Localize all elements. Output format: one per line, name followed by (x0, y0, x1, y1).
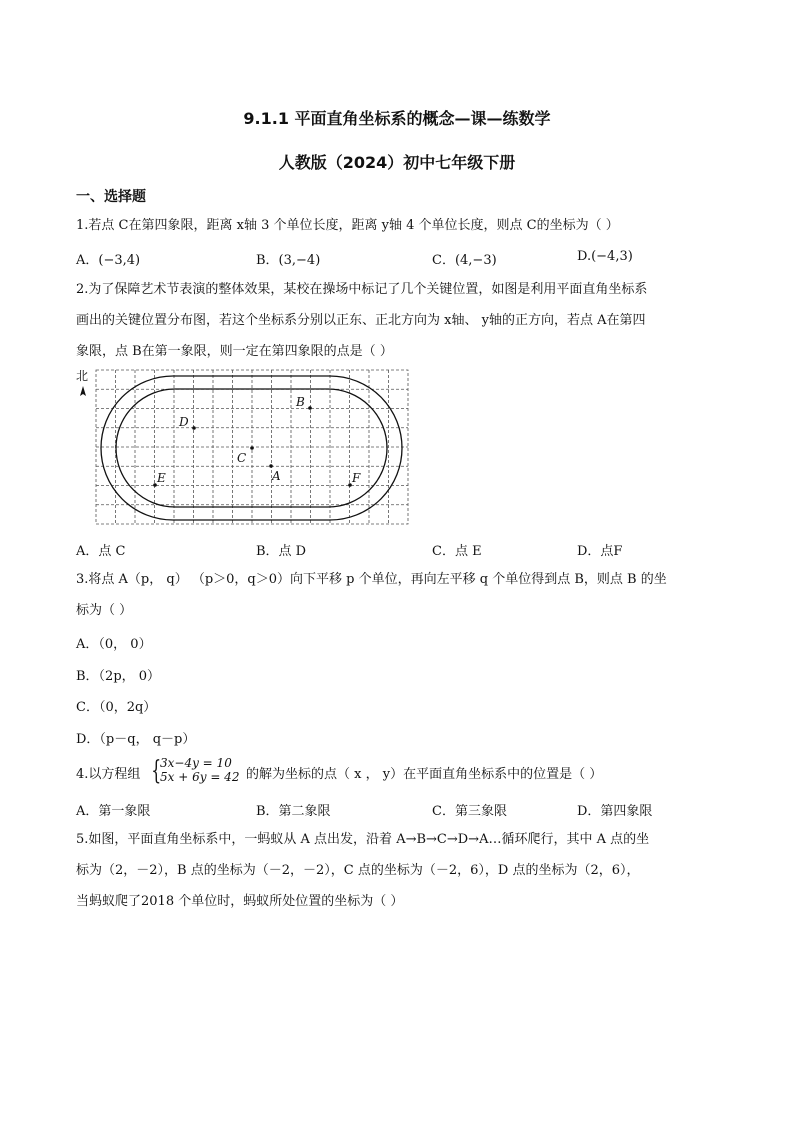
question-4-suffix: 的解为坐标的点（ x ， y）在平面直角坐标系中的位置是（ ） (246, 767, 603, 782)
section-heading: 一、选择题 (76, 189, 146, 205)
page-subtitle: 人教版（2024）初中七年级下册 (278, 153, 516, 172)
label-b: B (296, 395, 305, 409)
q1-option-a: A．(−3,4) (76, 253, 141, 268)
point-a (269, 464, 273, 468)
label-c: C (237, 451, 247, 465)
question-3-line-2: 标为（ ） (76, 603, 133, 618)
point-b (308, 406, 312, 410)
question-2-line-1: 2.为了保障艺术节表演的整体效果，某校在操场中标记了几个关键位置，如图是利用平面直角坐标系 (76, 282, 648, 297)
page-title: 9.1.1 平面直角坐标系的概念—课—练数学 (243, 109, 551, 128)
north-arrow-icon (80, 386, 86, 396)
q4-option-b: B．第二象限 (256, 804, 331, 819)
equation-1: 3x−4y = 10 (160, 756, 232, 770)
question-5-line-3: 当蚂蚁爬了2018 个单位时，蚂蚁所处位置的坐标为（ ） (76, 894, 404, 909)
track-diagram (74, 364, 414, 530)
point-c (250, 446, 254, 450)
q3-option-d: D．（p－q， q－p） (76, 732, 196, 747)
label-e: E (157, 471, 166, 485)
label-a: A (272, 469, 281, 483)
equation-2: 5x + 6y = 42 (160, 770, 240, 784)
q2-option-a: A．点 C (76, 544, 126, 559)
q2-option-c: C．点 E (432, 544, 482, 559)
question-2-line-2: 画出的关键位置分布图，若这个坐标系分别以正东、正北方向为 x轴、 y轴的正方向，若点 A在第四 (76, 313, 646, 328)
question-1-text: 1.若点 C在第四象限，距离 x轴 3 个单位长度，距离 y轴 4 个单位长度，则点 C的坐标为（ ） (76, 218, 619, 233)
q4-option-d: D．第四象限 (577, 804, 653, 819)
q4-option-c: C．第三象限 (432, 804, 507, 819)
label-d: D (179, 415, 189, 429)
q2-option-d: D．点F (577, 544, 623, 559)
label-f: F (352, 471, 361, 485)
q3-option-b: B．（2p， 0） (76, 669, 161, 684)
q1-option-c: C．(4,−3) (432, 253, 497, 268)
q2-option-b: B．点 D (256, 544, 307, 559)
point-d (192, 426, 196, 430)
question-3-line-1: 3.将点 A（p， q） （p＞0，q＞0）向下平移 p 个单位，再向左平移 q 个单位得到点 B，则点 B 的坐 (76, 572, 667, 587)
question-5-line-1: 5.如图，平面直角坐标系中，一蚂蚁从 A 点出发，沿着 A→B→C→D→A…循环爬行，其中 A 点的坐 (76, 832, 650, 847)
q1-option-d: D.(−4,3) (577, 249, 633, 264)
q3-option-c: C．（0，2q） (76, 700, 157, 715)
question-2-line-3: 象限，点 B在第一象限，则一定在第四象限的点是（ ） (76, 344, 393, 359)
equation-brace: { (151, 756, 162, 786)
question-5-line-2: 标为（2，－2），B 点的坐标为（－2，－2），C 点的坐标为（－2，6），D 点的坐标为（2，6）， (76, 863, 640, 878)
north-label: 北 (76, 369, 89, 383)
q3-option-a: A．（0， 0） (76, 637, 152, 652)
q4-option-a: A．第一象限 (76, 804, 151, 819)
question-4-prefix: 4.以方程组 (76, 767, 141, 782)
q1-option-b: B．(3,−4) (256, 253, 321, 268)
